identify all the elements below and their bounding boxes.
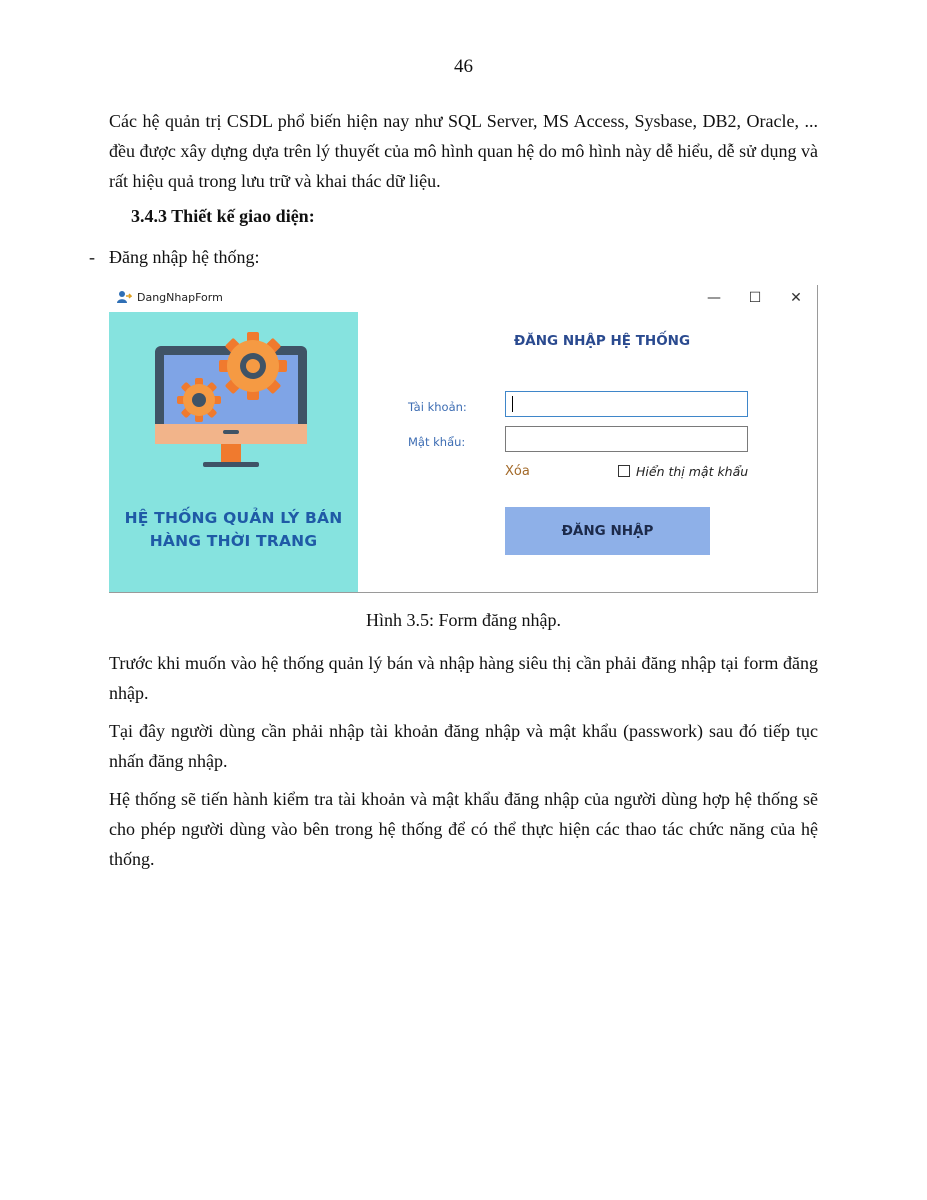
show-password-label: Hiển thị mật khẩu [636, 464, 749, 479]
figure-caption: Hình 3.5: Form đăng nhập. [366, 610, 561, 630]
bullet-text: Đăng nhập hệ thống: [109, 247, 260, 267]
paragraph-2: Tại đây người dùng cần phải nhập tài khoản đăng nhập và mật khẩu (passwork) sau đó tiếp tục nhấn đăng nhập. [109, 721, 818, 771]
username-label: Tài khoản: [408, 400, 467, 414]
app-name [109, 507, 358, 553]
bullet-dash: - [89, 247, 95, 267]
section-heading: 3.4.3 Thiết kế giao diện: [131, 206, 315, 226]
intro-paragraph: Các hệ quản trị CSDL phổ biến hiện nay như SQL Server, MS Access, Sysbase, DB2, Oracle, ... đều được xây dựng dựa trên lý thuyết của mô hình quan hệ do mô hình này dễ hiểu, dễ sử dụng và rất hiệu quả trong lưu trữ và khai thác dữ liệu. [109, 111, 818, 191]
text-caret [512, 396, 513, 412]
username-input[interactable] [505, 391, 748, 417]
close-button[interactable]: ✕ [790, 290, 802, 306]
window-title: DangNhapForm [137, 291, 223, 304]
computer-gear-icon [149, 320, 319, 480]
login-title: ĐĂNG NHẬP HỆ THỐNG [514, 333, 691, 349]
app-name-line-2: HÀNG THỜI TRANG [149, 532, 318, 550]
app-name-line-1: HỆ THỐNG QUẢN LÝ BÁN [124, 509, 343, 527]
maximize-button[interactable]: ☐ [748, 290, 762, 306]
login-button[interactable]: ĐĂNG NHẬP [505, 507, 710, 555]
bullet-item [89, 242, 259, 272]
clear-link[interactable]: Xóa [505, 464, 530, 479]
branding-panel [109, 312, 358, 592]
paragraph-1: Trước khi muốn vào hệ thống quản lý bán và nhập hàng siêu thị cần phải đăng nhập tại form đăng nhập. [109, 653, 818, 703]
paragraph-3: Hệ thống sẽ tiến hành kiểm tra tài khoản và mật khẩu đăng nhập của người dùng hợp hệ thống sẽ cho phép người dùng vào bên trong hệ thống để có thể thực hiện các thao tác chức năng của hệ thống. [109, 789, 818, 869]
login-window-screenshot [109, 285, 818, 593]
show-password-checkbox[interactable] [618, 464, 748, 479]
password-label: Mật khẩu: [408, 435, 466, 449]
checkbox-box[interactable] [618, 465, 630, 477]
password-input[interactable] [505, 426, 748, 452]
window-titlebar [109, 285, 817, 312]
minimize-button[interactable]: — [707, 290, 721, 306]
page-number: 46 [454, 56, 473, 77]
user-login-icon [116, 289, 132, 308]
